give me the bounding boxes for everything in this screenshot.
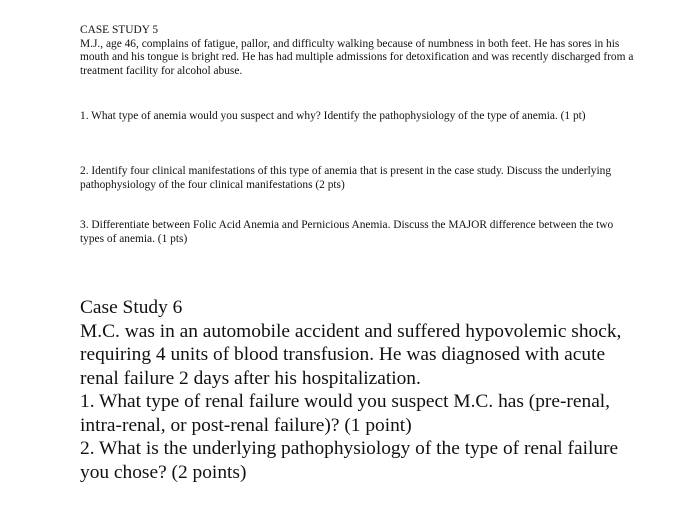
case-study-5-section	[80, 24, 640, 78]
case-study-5-question-3: 3. Differentiate between Folic Acid Anemia and Pernicious Anemia. Discuss the MAJOR difference between the two types of anemia. (1 pts)	[80, 219, 614, 245]
case-study-5-question-2: 2. Identify four clinical manifestations of this type of anemia that is present in the case study. Discuss the underlying pathophysiology of the four clinical manifestations (2 pts)	[80, 165, 612, 191]
case-study-6-title: Case Study 6	[80, 297, 183, 318]
case-study-5-question-1: 1. What type of anemia would you suspect and why? Identify the pathophysiology of the type of anemia. (1 pt)	[80, 110, 586, 122]
case-study-6-section	[80, 296, 640, 484]
case-study-5-intro: M.J., age 46, complains of fatigue, pallor, and difficulty walking because of numbness in both feet. He has sores in his mouth and his tongue is bright red. He has had multiple admissions for detoxification and was recently discharged from a treatment facility for alcohol abuse.	[80, 37, 634, 77]
case-study-6-intro: M.C. was in an automobile accident and suffered hypovolemic shock, requiring 4 units of blood transfusion. He was diagnosed with acute renal failure 2 days after his hospitalization.	[80, 320, 622, 389]
case-study-5-title: CASE STUDY 5	[80, 24, 159, 36]
case-study-6-question-1: 1. What type of renal failure would you suspect M.C. has (pre-renal, intra-renal, or post-renal failure)? (1 point)	[80, 391, 611, 436]
case-study-6-question-2: 2. What is the underlying pathophysiology of the type of renal failure you chose? (2 points)	[80, 438, 619, 483]
